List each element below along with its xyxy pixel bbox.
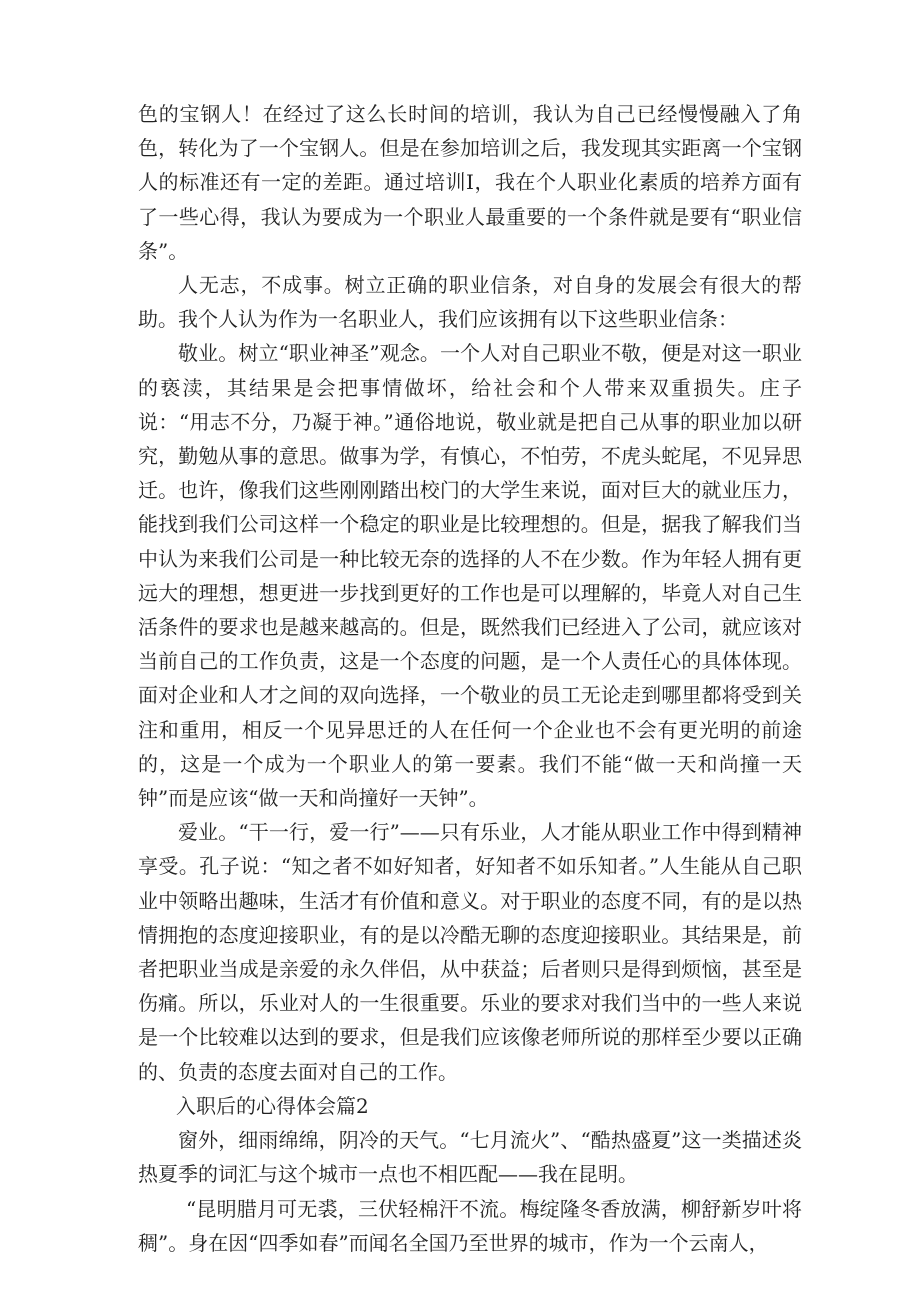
paragraph-training-reflection: 色的宝钢人！在经过了这么长时间的培训，我认为自己已经慢慢融入了角色，转化为了一个宝钢人。但是在参加培训之后，我发现其实距离一个宝钢人的标准还有一定的差距。通过培训Ⅰ，我在个人职业化素质的培养方面有了一些心得，我认为要成为一个职业人最重要的一个条件就是要有“职业信条”。	[138, 102, 802, 263]
document-body	[138, 97, 802, 1260]
paragraph-love-of-work: 爱业。“干一行，爱一行”——只有乐业，人才能从职业工作中得到精神享受。孔子说：“知之者不如好知者，好知者不如乐知者。”人生能从自己职业中领略出趣味，生活才有价值和意义。对于职业的态度不同，有的是以热情拥抱的态度迎接职业，有的是以冷酷无聊的态度迎接职业。其结果是，前者把职业当成是亲爱的永久伴侣，从中获益；后者则只是得到烦恼，甚至是伤痛。所以，乐业对人的一生很重要。乐业的要求对我们当中的一些人来说是一个比较难以达到的要求，但是我们应该像老师所说的那样至少要以正确的、负责的态度去面对自己的工作。	[138, 820, 802, 1084]
paragraph-weather: 窗外，细雨绵绵，阴冷的天气。“七月流火”、“酷热盛夏”这一类描述炎热夏季的词汇与这个城市一点也不相匹配——我在昆明。	[138, 1128, 802, 1187]
section-heading: 入职后的心得体会篇2	[176, 1093, 369, 1118]
paragraph-kunming-poem: “昆明腊月可无裘，三伏轻棉汗不流。梅绽隆冬香放满，柳舒新岁叶将稠”。身在因“四季如春”而闻名全国乃至世界的城市，作为一个云南人，	[138, 1196, 802, 1255]
paragraph-dedication: 敬业。树立“职业神圣”观念。一个人对自己职业不敬，便是对这一职业的亵渎，其结果是会把事情做坏，给社会和个人带来双重损失。庄子说：“用志不分，乃凝于神。”通俗地说，敬业就是把自己从事的职业加以研究，勤勉从事的意思。做事为学，有慎心，不怕劳，不虎头蛇尾，不见异思迁。也许，像我们这些刚刚踏出校门的大学生来说，面对巨大的就业压力，能找到我们公司这样一个稳定的职业是比较理想的。但是，据我了解我们当中认为来我们公司是一种比较无奈的选择的人不在少数。作为年轻人拥有更远大的理想，想更进一步找到更好的工作也是可以理解的，毕竟人对自己生活条件的要求也是越来越高的。但是，既然我们已经进入了公司，就应该对当前自己的工作负责，这是一个态度的问题，是一个人责任心的具体体现。面对企业和人才之间的双向选择，一个敬业的员工无论走到哪里都将受到关注和重用，相反一个见异思迁的人在任何一个企业也不会有更光明的前途的，这是一个成为一个职业人的第一要素。我们不能“做一天和尚撞一天钟”而是应该“做一天和尚撞好一天钟”。	[138, 341, 802, 811]
paragraph-career-creed: 人无志，不成事。树立正确的职业信条，对自身的发展会有很大的帮助。我个人认为作为一名职业人，我们应该拥有以下这些职业信条：	[138, 273, 802, 332]
